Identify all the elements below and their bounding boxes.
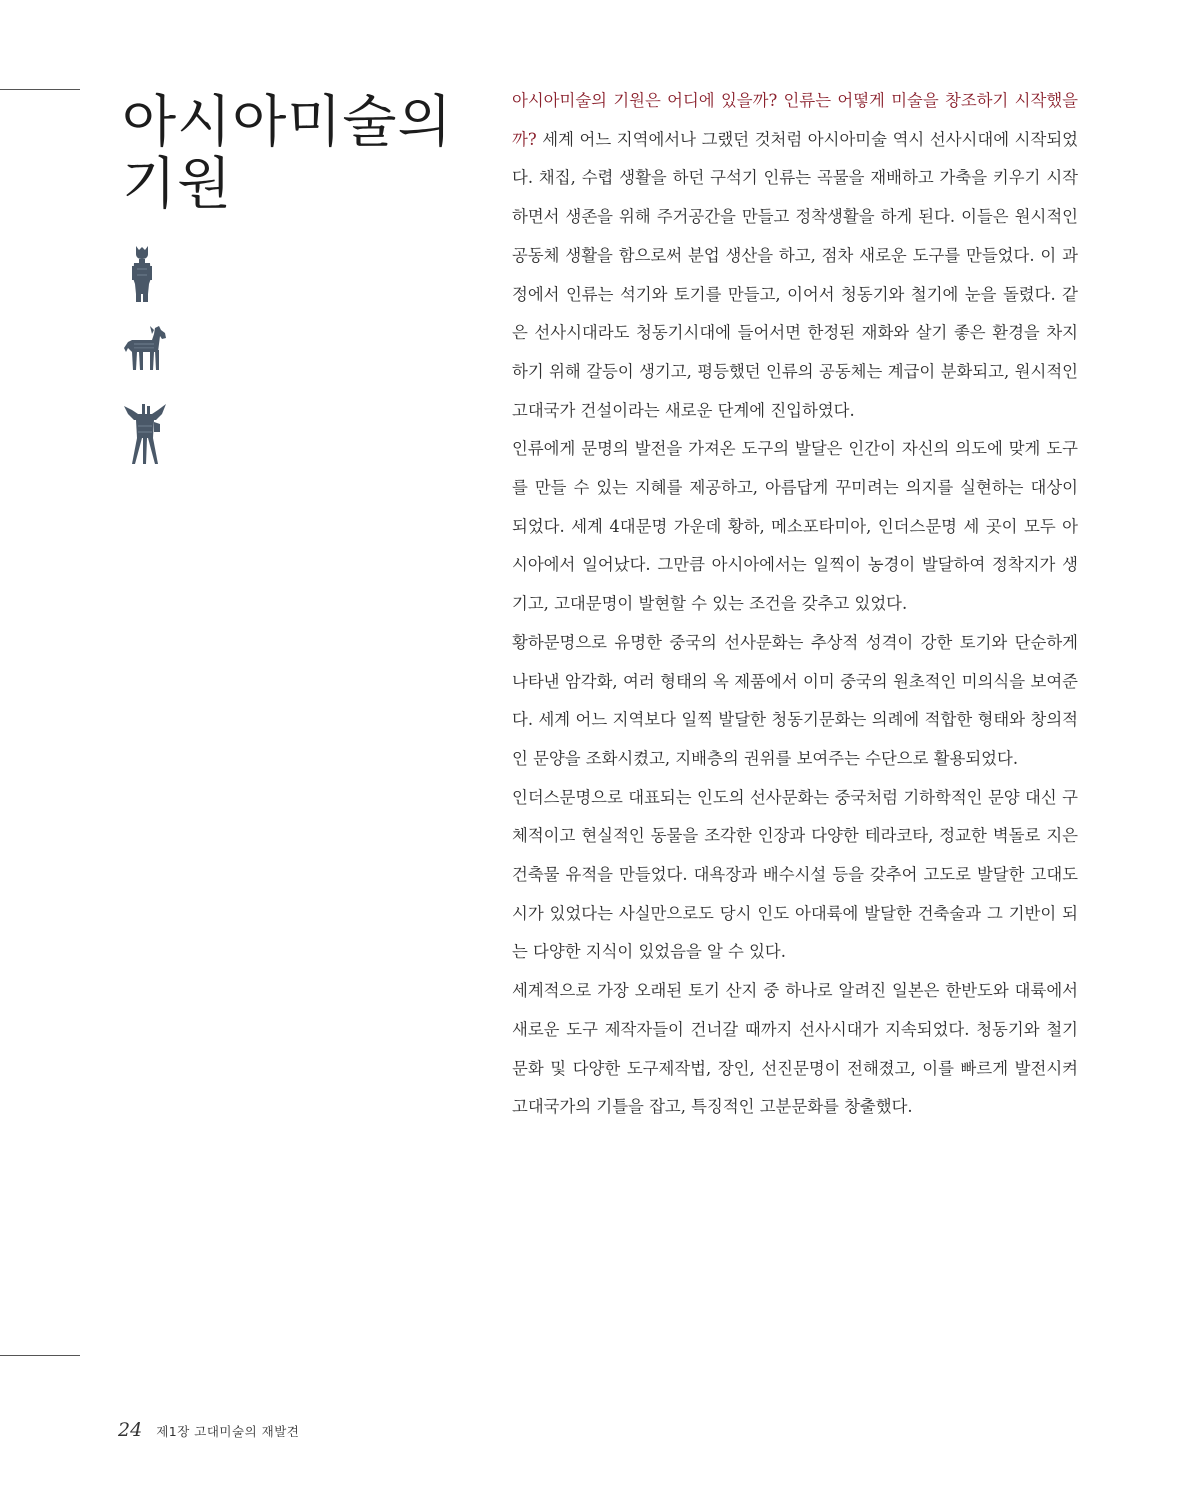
paragraph-japan: 세계적으로 가장 오래된 토기 산지 중 하나로 알려진 일본은 한반도와 대륙에서 새로운 도구 제작자들이 건너갈 때까지 선사시대가 지속되었다. 청동기와 철기문화 및 다양한 도구제작법, 장인, 선진문명이 전해졌고, 이를 빠르게 발전시켜 고대국가의 기틀을 잡고, 특징적인 고분문화를 창출했다. xyxy=(512,981,1078,1117)
bronze-figure-icon xyxy=(122,244,162,304)
paragraph-india: 인더스문명으로 대표되는 인도의 선사문화는 중국처럼 기하학적인 문양 대신 구체적이고 현실적인 동물을 조각한 인장과 다양한 테라코타, 정교한 벽돌로 지은 건축물 유적을 만들었다. 대욕장과 배수시설 등을 갖추어 고도로 발달한 고대도시가 있었다는 사실만으로도 당시 인도 아대륙에 발달한 건축술과 그 기반이 되는 다양한 지식이 있었음을 알 수 있다. xyxy=(512,787,1078,962)
bronze-horse-icon xyxy=(122,324,172,376)
bottom-divider-rule xyxy=(0,1355,80,1356)
top-divider-rule xyxy=(0,89,80,90)
paragraph-intro xyxy=(512,82,1078,430)
paragraph-china: 황하문명으로 유명한 중국의 선사문화는 추상적 성격이 강한 토기와 단순하게 나타낸 암각화, 여러 형태의 옥 제품에서 이미 중국의 원초적인 미의식을 보여준다. 세계 어느 지역보다 일찍 발달한 청동기문화는 의례에 적합한 형태와 창의적인 문양을 조화시켰고, 지배층의 권위를 보여주는 수단으로 활용되었다. xyxy=(512,632,1078,768)
paragraph-intro-rest: 세계 어느 지역에서나 그랬던 것처럼 아시아미술 역시 선사시대에 시작되었다. 채집, 수렵 생활을 하던 구석기 인류는 곡물을 재배하고 가축을 키우기 시작하면서 생존을 위해 주거공간을 만들고 정착생활을 하게 된다. 이들은 원시적인 공동체 생활을 함으로써 분업 생산을 하고, 점차 새로운 도구를 만들었다. 이 과정에서 인류는 석기와 토기를 만들고, 이어서 청동기와 철기에 눈을 돌렸다. 같은 선사시대라도 청동기시대에 들어서면 한정된 재화와 살기 좋은 환경을 차지하기 위해 갈등이 생기고, 평등했던 인류의 공동체는 계급이 분화되고, 원시적인 고대국가 건설이라는 새로운 단계에 진입하였다. xyxy=(512,129,1078,420)
section-title xyxy=(122,92,482,216)
article-body xyxy=(512,82,1078,1127)
paragraph-civilizations: 인류에게 문명의 발전을 가져온 도구의 발달은 인간이 자신의 의도에 맞게 도구를 만들 수 있는 지혜를 제공하고, 아름답게 꾸미려는 의지를 실현하는 대상이 되었다. 세계 4대문명 가운데 황하, 메소포타미아, 인더스문명 세 곳이 모두 아시아에서 일어났다. 그만큼 아시아에서는 일찍이 농경이 발달하여 정착지가 생기고, 고대문명이 발현할 수 있는 조건을 갖추고 있었다. xyxy=(512,439,1078,614)
page-number: 24 xyxy=(118,1419,143,1441)
page-footer xyxy=(118,1419,299,1449)
lead-question: 아시아미술의 기원은 어디에 있을까? 인류는 어떻게 미술을 창조하기 시작했을까? xyxy=(512,91,1078,149)
section-title-line-2: 기원 xyxy=(122,152,233,217)
section-title-line-1: 아시아미술의 xyxy=(122,90,453,155)
bronze-ritual-vessel-icon xyxy=(122,400,168,466)
running-chapter-title: 제1장 고대미술의 재발견 xyxy=(156,1424,300,1439)
